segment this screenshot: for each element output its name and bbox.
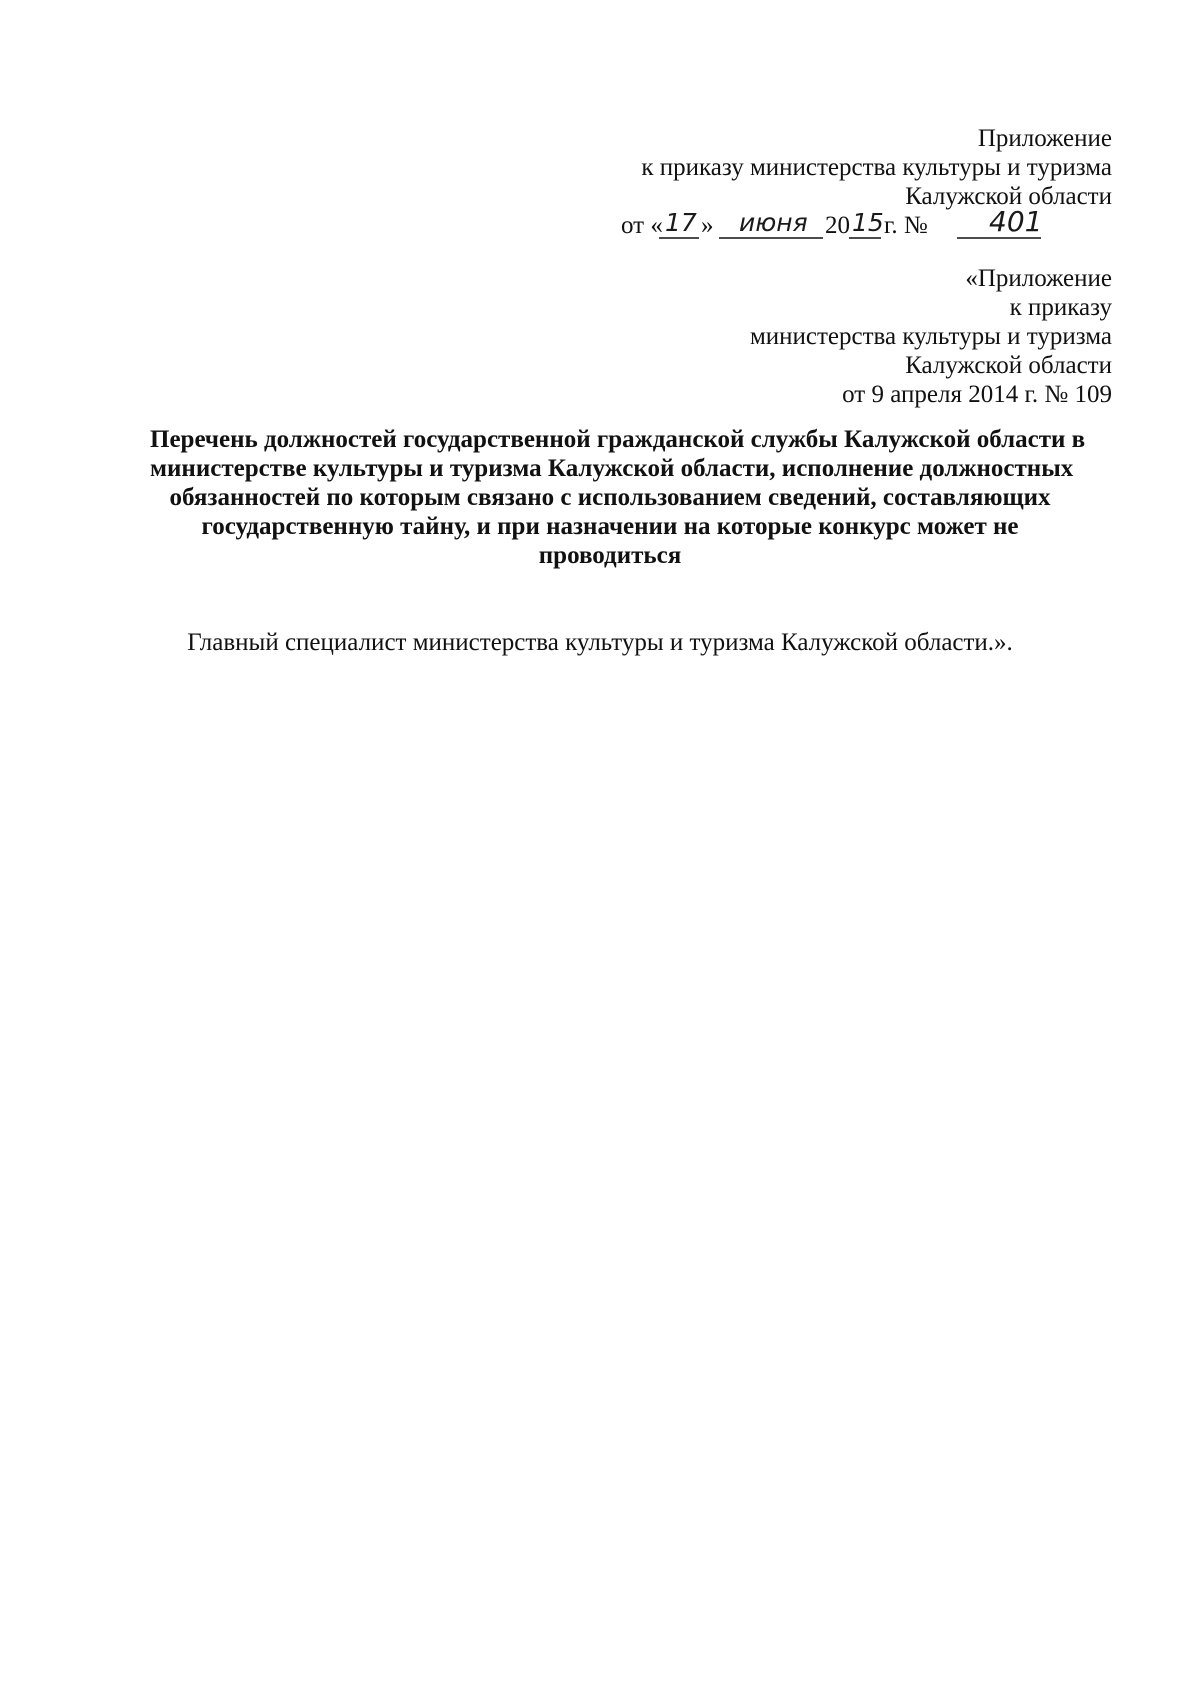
prev-appendix-region: Калужской области	[905, 352, 1112, 379]
document-title	[150, 425, 1086, 570]
title-line-5: проводиться	[538, 542, 682, 569]
appendix-order-ref: к приказу министерства культуры и туризма	[641, 154, 1112, 181]
appendix-label: Приложение	[977, 125, 1112, 152]
order-date-line	[507, 207, 1127, 241]
handwritten-month: июня	[739, 208, 808, 237]
position-entry: Главный специалист министерства культуры и туризма Калужской области.».	[187, 629, 1013, 656]
date-prefix: от «	[621, 212, 663, 239]
prev-appendix-order: к приказу	[1009, 294, 1112, 321]
title-line-2: министерстве культуры и туризма Калужской области, исполнение должностных	[150, 455, 1074, 482]
title-line-1: Перечень должностей государственной гражданской службы Калужской области в	[150, 426, 1086, 453]
handwritten-date-fields	[507, 207, 1127, 247]
title-line-3: обязанностей по которым связано с использованием сведений, составляющих	[169, 484, 1051, 511]
appendix-header-current	[512, 124, 1112, 211]
year-prefix: 20	[825, 212, 850, 239]
appendix-header-previous	[512, 264, 1112, 409]
prev-appendix-label: «Приложение	[965, 265, 1112, 292]
title-line-4: государственную тайну, и при назначении на которые конкурс может не	[201, 513, 1019, 540]
handwritten-year: 15	[852, 208, 884, 237]
prev-appendix-date: от 9 апреля 2014 г. № 109	[842, 381, 1112, 408]
date-quote-close: »	[701, 212, 714, 239]
appendix-region: Калужской области	[905, 183, 1112, 210]
handwritten-number: 401	[989, 205, 1043, 238]
handwritten-day: 17	[665, 208, 697, 237]
year-unit-label: г. №	[884, 212, 928, 239]
prev-appendix-ministry: министерства культуры и туризма	[749, 323, 1112, 350]
